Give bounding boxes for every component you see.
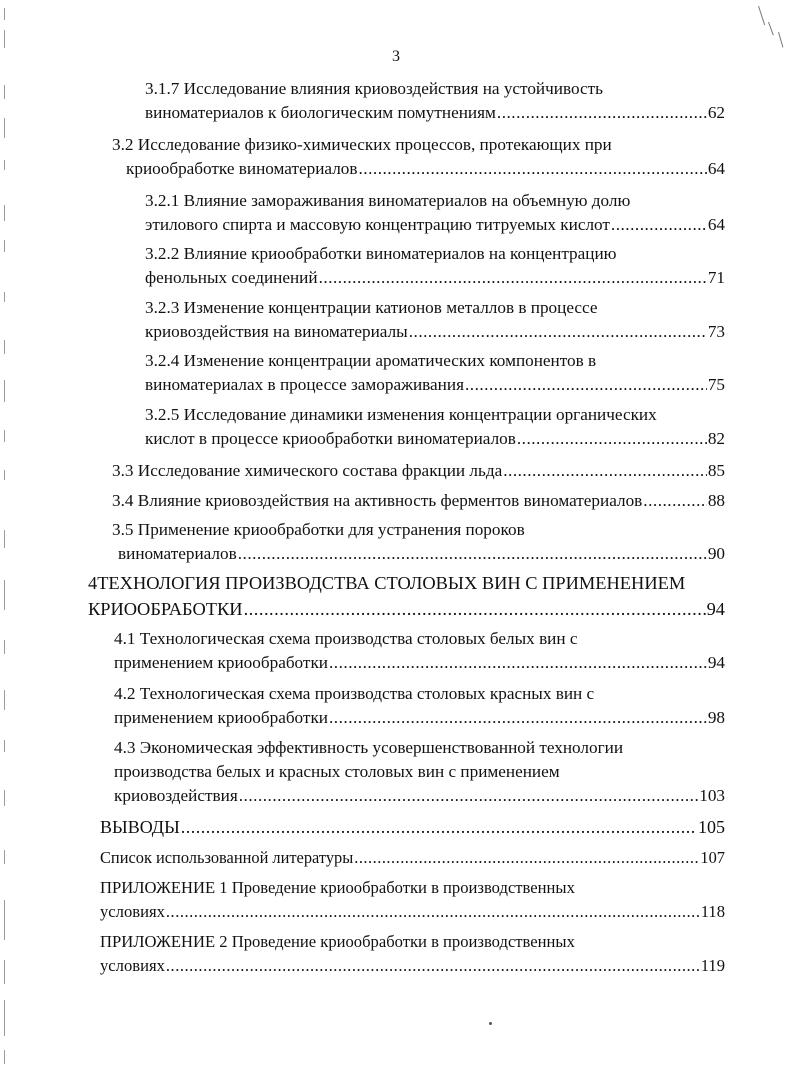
toc-entry-text: криовоздействия bbox=[114, 786, 238, 805]
toc-entry-text: фенольных соединений bbox=[145, 268, 318, 287]
toc-page-number: 105 bbox=[698, 817, 725, 837]
toc-entry-3-2-1[interactable] bbox=[145, 189, 725, 237]
toc-page-number: 73 bbox=[707, 322, 725, 341]
toc-page-number: 88 bbox=[707, 491, 725, 510]
toc-entry-text: 3.4 Влияние криовоздействия на активность ферментов виноматериалов bbox=[112, 491, 643, 510]
toc-entry-text: КРИООБРАБОТКИ bbox=[88, 599, 243, 619]
toc-entry-text: 3.2 Исследование физико-химических процессов, протекающих при bbox=[112, 135, 612, 154]
scan-margin-marks bbox=[0, 0, 14, 1087]
toc-entry-3-2[interactable] bbox=[112, 133, 725, 181]
toc-page-number: 71 bbox=[707, 268, 725, 287]
leader-dots bbox=[166, 900, 700, 924]
toc-entry-4-1[interactable] bbox=[114, 627, 725, 675]
toc-entry-text: 3.2.1 Влияние замораживания виноматериалов на объемную долю bbox=[145, 191, 631, 210]
toc-entry-text: 4.3 Экономическая эффективность усовершенствованной технологии bbox=[114, 738, 624, 757]
toc-entry-text: виноматериалов к биологическим помутнениям bbox=[145, 103, 496, 122]
toc-entry-text: 3.2.4 Изменение концентрации ароматических компонентов в bbox=[145, 351, 597, 370]
toc-entry-3-3[interactable] bbox=[112, 459, 725, 483]
toc-entry-text: кислот в процессе криообработки виноматериалов bbox=[145, 429, 516, 448]
toc-entry-4-3[interactable] bbox=[114, 736, 725, 808]
toc-entry-3-4[interactable] bbox=[112, 489, 725, 513]
leader-dots bbox=[503, 459, 707, 483]
toc-entry-text: ВЫВОДЫ bbox=[100, 817, 180, 837]
toc-page-number: 107 bbox=[700, 848, 725, 867]
toc-entry-3-2-2[interactable] bbox=[145, 242, 725, 290]
leader-dots bbox=[354, 846, 699, 870]
leader-dots bbox=[329, 651, 707, 675]
toc-page-number: 90 bbox=[707, 544, 725, 563]
leader-dots bbox=[244, 596, 706, 622]
toc-page-number: 64 bbox=[707, 159, 725, 178]
toc-page-number: 85 bbox=[707, 461, 725, 480]
toc-entry-3-2-4[interactable] bbox=[145, 349, 725, 397]
toc-entry-chapter-4[interactable] bbox=[88, 570, 725, 622]
toc-page-number: 64 bbox=[707, 215, 725, 234]
toc-entry-3-2-5[interactable] bbox=[145, 403, 725, 451]
toc-entry-text: 4.1 Технологическая схема производства столовых белых вин с bbox=[114, 629, 578, 648]
toc-entry-3-5[interactable] bbox=[112, 518, 725, 566]
toc-page-number: 103 bbox=[699, 786, 725, 805]
leader-dots bbox=[239, 784, 698, 808]
toc-entry-text: виноматериалах в процессе замораживания bbox=[145, 375, 464, 394]
toc-page-number: 82 bbox=[707, 429, 725, 448]
toc-entry-appendix-1[interactable] bbox=[100, 876, 725, 924]
toc-entry-3-1-7[interactable] bbox=[145, 77, 725, 125]
leader-dots bbox=[497, 101, 707, 125]
toc-entry-text: 3.2.2 Влияние криообработки виноматериалов на концентрацию bbox=[145, 244, 617, 263]
toc-entry-text: 3.2.3 Изменение концентрации катионов металлов в процессе bbox=[145, 298, 598, 317]
leader-dots bbox=[238, 542, 707, 566]
leader-dots bbox=[329, 706, 707, 730]
toc-entry-text: 4.2 Технологическая схема производства столовых красных вин с bbox=[114, 684, 595, 703]
leader-dots bbox=[166, 954, 700, 978]
toc-entry-text: ПРИЛОЖЕНИЕ 2 Проведение криообработки в производственных bbox=[100, 932, 575, 951]
toc-entry-3-2-3[interactable] bbox=[145, 296, 725, 344]
toc-entry-text: условиях bbox=[100, 902, 165, 921]
toc-entry-text: 3.5 Применение криообработки для устранения пороков bbox=[112, 520, 525, 539]
toc-page-number: 62 bbox=[707, 103, 725, 122]
toc-entry-text: 3.3 Исследование химического состава фракции льда bbox=[112, 461, 503, 480]
leader-dots bbox=[611, 213, 707, 237]
toc-entry-text: применением криообработки bbox=[114, 708, 328, 727]
toc-entry-text: 3.2.5 Исследование динамики изменения концентрации органических bbox=[145, 405, 657, 424]
leader-dots bbox=[181, 815, 697, 839]
leader-dots bbox=[409, 320, 707, 344]
toc-entry-text: 3.1.7 Исследование влияния криовоздействия на устойчивость bbox=[145, 79, 603, 98]
toc-page-number: 94 bbox=[706, 599, 725, 619]
page-number: 3 bbox=[392, 48, 400, 65]
toc-page-number: 118 bbox=[700, 902, 725, 921]
scan-speck bbox=[489, 1022, 492, 1025]
leader-dots bbox=[319, 266, 707, 290]
leader-dots bbox=[359, 157, 707, 181]
scan-corner-marks bbox=[752, 6, 786, 56]
toc-entry-text: Список использованной литературы bbox=[100, 848, 354, 867]
toc-entry-4-2[interactable] bbox=[114, 682, 725, 730]
toc-entry-references[interactable] bbox=[100, 846, 725, 870]
toc-entry-text: 4ТЕХНОЛОГИЯ ПРОИЗВОДСТВА СТОЛОВЫХ ВИН С ПРИМЕНЕНИЕМ bbox=[88, 573, 686, 593]
toc-page-number: 119 bbox=[700, 956, 725, 975]
toc-entry-conclusions[interactable] bbox=[100, 815, 725, 839]
toc-entry-text: производства белых и красных столовых вин с применением bbox=[114, 762, 560, 781]
toc-entry-text: криовоздействия на виноматериалы bbox=[145, 322, 408, 341]
toc-entry-text: виноматериалов bbox=[118, 544, 237, 563]
toc-entry-text: условиях bbox=[100, 956, 165, 975]
toc-page-number: 98 bbox=[707, 708, 725, 727]
leader-dots bbox=[465, 373, 707, 397]
toc-page-number: 94 bbox=[707, 653, 725, 672]
toc-entry-text: ПРИЛОЖЕНИЕ 1 Проведение криообработки в производственных bbox=[100, 878, 575, 897]
toc-entry-text: криообработке виноматериалов bbox=[126, 159, 358, 178]
leader-dots bbox=[517, 427, 707, 451]
toc-entry-appendix-2[interactable] bbox=[100, 930, 725, 978]
toc-entry-text: применением криообработки bbox=[114, 653, 328, 672]
leader-dots bbox=[643, 489, 707, 513]
toc-entry-text: этилового спирта и массовую концентрацию титруемых кислот bbox=[145, 215, 610, 234]
toc-page-number: 75 bbox=[707, 375, 725, 394]
